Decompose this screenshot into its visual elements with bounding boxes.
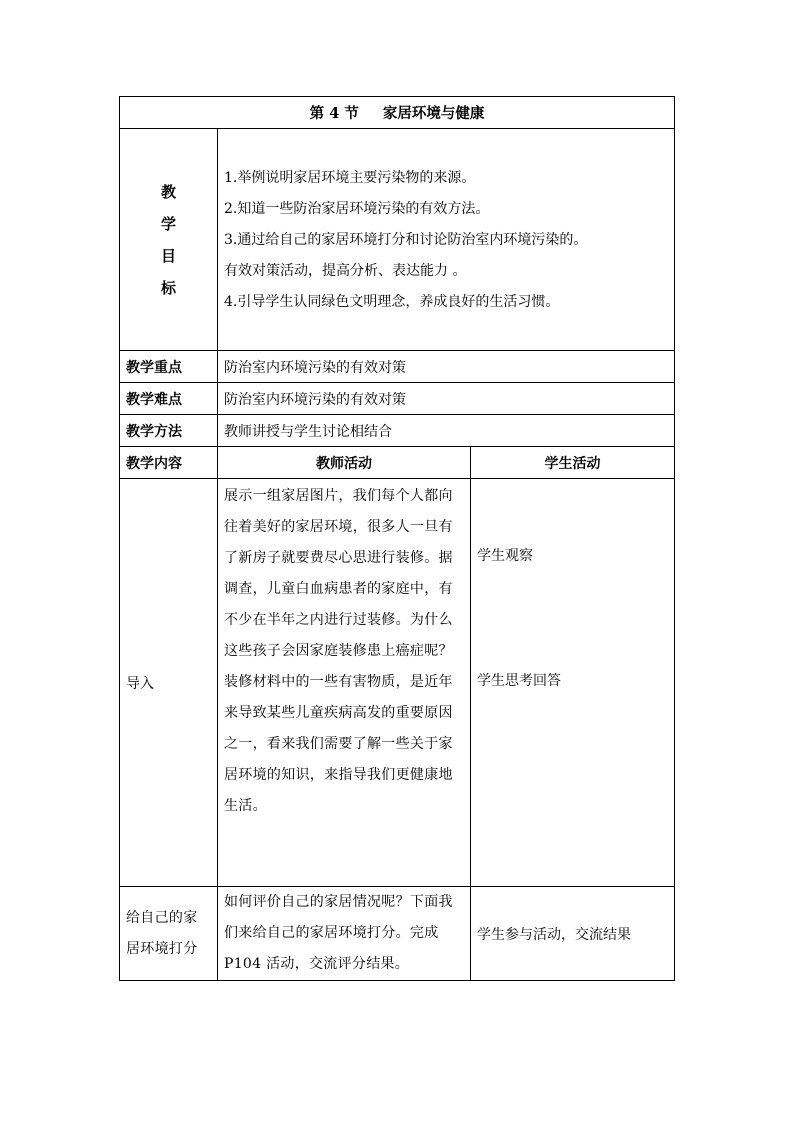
section-number: 第 4 节: [309, 105, 359, 122]
student-activity-cell: 学生观察 学生思考回答: [471, 479, 675, 887]
student-header: 学生活动: [471, 447, 675, 479]
goal-item: 4.引导学生认同绿色文明理念，养成良好的生活习惯。: [224, 294, 560, 310]
lesson-name: 家居环境与健康: [382, 105, 485, 122]
student-activity-cell: 学生参与活动，交流结果: [471, 887, 675, 981]
teacher-activity-cell: 如何评价自己的家居情况呢？下面我们来给自己的家居环境打分。完成 P104 活动，交流评分结果。: [218, 887, 471, 981]
goal-item: 2.知道一些防治家居环境污染的有效方法。: [224, 201, 490, 217]
table-row: [120, 887, 675, 981]
key-point-row: [120, 351, 675, 383]
lesson-plan-table: [119, 96, 675, 981]
column-header-row: [120, 447, 675, 479]
content-cell: 给自己的家居环境打分: [120, 887, 218, 981]
goal-item: 3.通过给自己的家居环境打分和讨论防治室内环境污染的。: [224, 232, 588, 248]
key-point-label: 教学重点: [120, 351, 218, 383]
method-label: 教学方法: [120, 415, 218, 447]
title-row: [120, 97, 675, 129]
lesson-title: [120, 97, 675, 129]
difficulty-label: 教学难点: [120, 383, 218, 415]
teacher-header: 教师活动: [218, 447, 471, 479]
goals-row: [120, 129, 675, 351]
goal-item: 有效对策活动，提高分析、表达能力 。: [224, 263, 467, 279]
method-row: [120, 415, 675, 447]
goal-item: 1.举例说明家居环境主要污染物的来源。: [224, 170, 476, 186]
method-value: 教师讲授与学生讨论相结合: [218, 415, 675, 447]
goals-label: 教 学 目 标: [120, 129, 218, 351]
teacher-activity-cell: 展示一组家居图片，我们每个人都向往着美好的家居环境，很多人一旦有了新房子就要费尽心思进行装修。据调查，儿童白血病患者的家庭中，有不少在半年之内进行过装修。为什么这些孩子会因家庭装修患上癌症呢？ 装修材料中的一些有害物质，是近年来导致某些儿童疾病高发的重要原因之一，看来我们需要了解一些关于家居环境的知识，来指导我们更健康地生活。: [218, 479, 471, 887]
content-header: 教学内容: [120, 447, 218, 479]
difficulty-row: [120, 383, 675, 415]
key-point-value: 防治室内环境污染的有效对策: [218, 351, 675, 383]
difficulty-value: 防治室内环境污染的有效对策: [218, 383, 675, 415]
content-cell: 导入: [120, 479, 218, 887]
goals-list: [218, 129, 675, 351]
table-row: [120, 479, 675, 887]
